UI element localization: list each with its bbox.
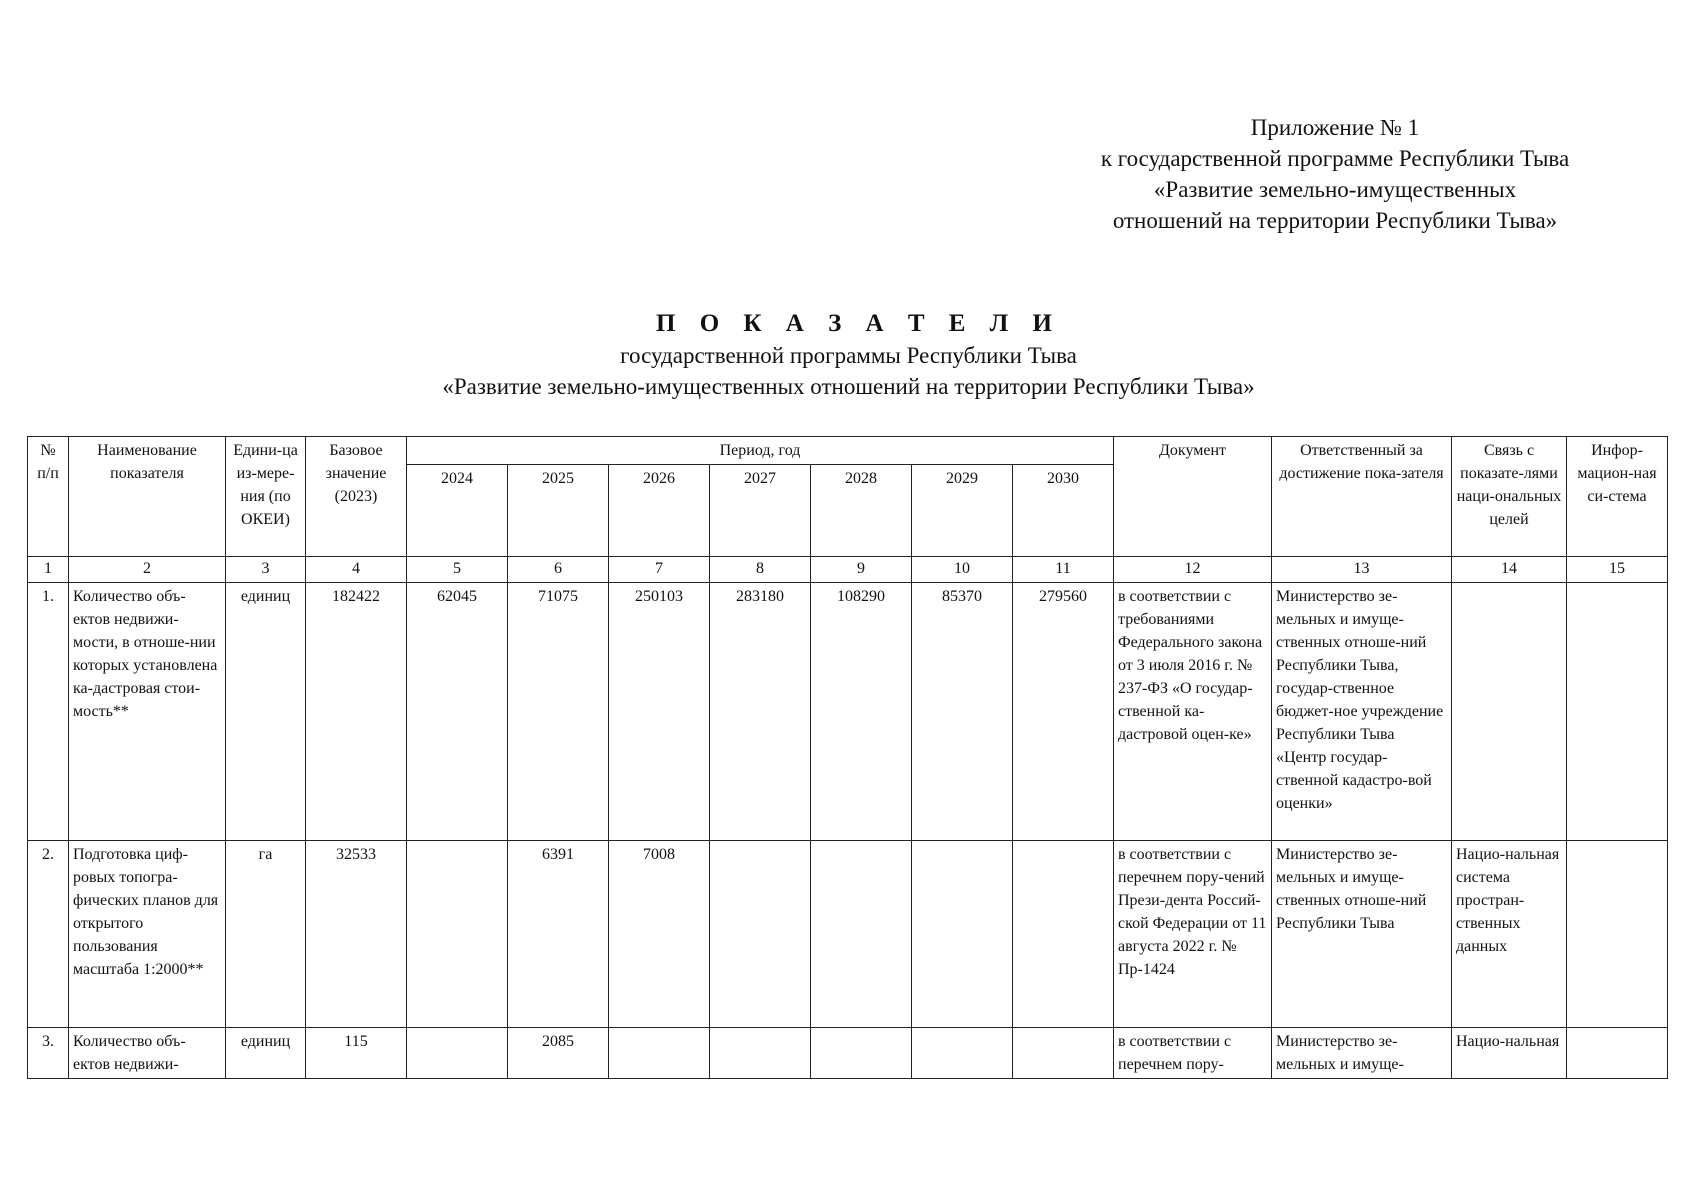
appendix-line-1: Приложение № 1 [1250, 115, 1420, 140]
appendix-line-4: отношений на территории Республики Тыва» [1112, 208, 1558, 233]
row-number: 1. [28, 583, 69, 841]
national-goal-link [1452, 583, 1567, 841]
column-number: 13 [1272, 557, 1452, 583]
appendix-line-3: «Развитие земельно-имущественных [1153, 177, 1517, 202]
year-value: 250103 [609, 583, 710, 841]
document-ref: в соответствии с перечнем пору- [1114, 1028, 1272, 1079]
header-name: Наименование показателя [69, 437, 226, 557]
column-number: 4 [306, 557, 407, 583]
unit: га [226, 841, 306, 1028]
base-value: 32533 [306, 841, 407, 1028]
title-subtitle-2: «Развитие земельно-имущественных отношений на территории Республики Тыва» [442, 374, 1255, 399]
table-row [28, 1028, 1668, 1079]
national-goal-link: Нацио-нальная система простран-ственных данных [1452, 841, 1567, 1028]
year-value: 7008 [609, 841, 710, 1028]
header-num: № п/п [28, 437, 69, 557]
information-system [1567, 1028, 1668, 1079]
national-goal-link: Нацио-нальная [1452, 1028, 1567, 1079]
column-number: 7 [609, 557, 710, 583]
year-value: 85370 [912, 583, 1013, 841]
appendix-line-2: к государственной программе Республики Тыва [1100, 146, 1570, 171]
year-value: 2085 [508, 1028, 609, 1079]
year-value [710, 841, 811, 1028]
information-system [1567, 841, 1668, 1028]
year-value: 279560 [1013, 583, 1114, 841]
header-year: 2029 [912, 465, 1013, 557]
year-value: 6391 [508, 841, 609, 1028]
header-link: Связь с показате-лями наци-ональных целей [1452, 437, 1567, 557]
responsible: Министерство зе-мельных и имуще-ственных отноше-ний Республики Тыва [1272, 841, 1452, 1028]
column-number: 11 [1013, 557, 1114, 583]
year-value [710, 1028, 811, 1079]
document-ref: в соответствии с перечнем пору-чений Прези-дента Россий-ской Федерации от 11 августа 2022 г. № Пр-1424 [1114, 841, 1272, 1028]
information-system [1567, 583, 1668, 841]
header-doc: Документ [1114, 437, 1272, 557]
year-value [407, 841, 508, 1028]
base-value: 182422 [306, 583, 407, 841]
column-number: 12 [1114, 557, 1272, 583]
base-value: 115 [306, 1028, 407, 1079]
column-number: 3 [226, 557, 306, 583]
year-value [407, 1028, 508, 1079]
column-number: 2 [69, 557, 226, 583]
indicator-name: Количество объ-ектов недвижи- [69, 1028, 226, 1079]
column-number: 5 [407, 557, 508, 583]
header-info: Инфор-мацион-ная си-стема [1567, 437, 1668, 557]
document-title [0, 308, 1697, 402]
header-year: 2026 [609, 465, 710, 557]
responsible: Министерство зе-мельных и имуще- [1272, 1028, 1452, 1079]
unit: единиц [226, 1028, 306, 1079]
row-number: 2. [28, 841, 69, 1028]
year-value [912, 841, 1013, 1028]
column-number: 6 [508, 557, 609, 583]
column-number: 8 [710, 557, 811, 583]
indicator-name: Количество объ-ектов недвижи-мости, в отноше-нии которых установлена ка-дастровая стои-мость** [69, 583, 226, 841]
column-number: 1 [28, 557, 69, 583]
row-number: 3. [28, 1028, 69, 1079]
year-value: 108290 [811, 583, 912, 841]
responsible: Министерство зе-мельных и имуще-ственных отноше-ний Республики Тыва, государ-ственное бюджет-ное учреждение Республики Тыва «Центр государ-ственной кадастро-вой оценки» [1272, 583, 1452, 841]
title-main: П О К А З А Т Е Л И [656, 310, 1061, 337]
year-value [609, 1028, 710, 1079]
header-period: Период, год [407, 437, 1114, 465]
appendix-header [1040, 112, 1630, 236]
header-unit: Едини-ца из-мере-ния (по ОКЕИ) [226, 437, 306, 557]
header-base: Базовое значение (2023) [306, 437, 407, 557]
header-year: 2025 [508, 465, 609, 557]
header-resp: Ответственный за достижение пока-зателя [1272, 437, 1452, 557]
column-number: 14 [1452, 557, 1567, 583]
year-value: 62045 [407, 583, 508, 841]
header-year: 2030 [1013, 465, 1114, 557]
year-value: 71075 [508, 583, 609, 841]
year-value [811, 1028, 912, 1079]
column-number: 9 [811, 557, 912, 583]
header-year: 2028 [811, 465, 912, 557]
table-row [28, 583, 1668, 841]
header-year: 2024 [407, 465, 508, 557]
column-number-row [28, 557, 1668, 583]
header-year: 2027 [710, 465, 811, 557]
table-row [28, 841, 1668, 1028]
column-number: 15 [1567, 557, 1668, 583]
title-subtitle-1: государственной программы Республики Тыва [620, 343, 1077, 368]
indicator-name: Подготовка циф-ровых топогра-фических планов для открытого пользования масштаба 1:2000** [69, 841, 226, 1028]
unit: единиц [226, 583, 306, 841]
year-value [811, 841, 912, 1028]
year-value [1013, 841, 1114, 1028]
year-value [1013, 1028, 1114, 1079]
document-ref: в соответствии с требованиями Федерального закона от 3 июля 2016 г. № 237-ФЗ «О государ-ственной ка-дастровой оцен-ке» [1114, 583, 1272, 841]
year-value: 283180 [710, 583, 811, 841]
year-value [912, 1028, 1013, 1079]
indicators-table [27, 436, 1668, 1079]
header-row-1 [28, 437, 1668, 465]
column-number: 10 [912, 557, 1013, 583]
